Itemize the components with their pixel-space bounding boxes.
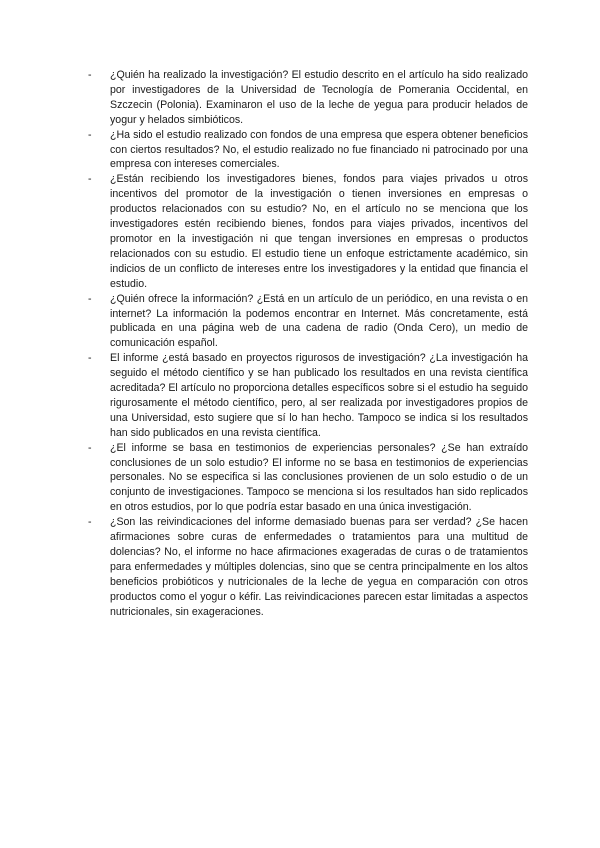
item-text: ¿Quién ha realizado la investigación? El estudio descrito en el artículo ha sido realizado por investigadores de la Universidad de Tecnología de Pomerania Occidental, en Szczecin (Polonia). Examinaron el uso de la leche de yegua para producir helados de yogur y helados simbióticos.	[110, 69, 528, 126]
item-text: El informe ¿está basado en proyectos rigurosos de investigación? ¿La investigación ha seguido el método científico y se han publicado los resultados en una revista científica acreditada? El artículo no proporciona detalles específicos sobre si el estudio ha seguido rigurosamente el método científico, pero, al ser realizada por investigadores propios de una Universidad, esto sugiere que sí lo han hecho. Tampoco se indica si los resultados han sido publicados en una revista científica.	[110, 352, 528, 439]
question-list	[88, 68, 528, 620]
bullet-dash: -	[88, 292, 92, 305]
list-item	[88, 351, 528, 440]
list-item	[88, 515, 528, 619]
item-text: ¿Ha sido el estudio realizado con fondos de una empresa que espera obtener beneficios con ciertos resultados? No, el estudio realizado no fue financiado ni patrocinado por una empresa con intereses comerciales.	[110, 128, 528, 171]
item-text: ¿El informe se basa en testimonios de experiencias personales? ¿Se han extraído conclusiones de un solo estudio? El informe no se basa en testimonios de experiencias personales. No se especifica si las conclusiones provienen de un solo estudio o de un conjunto de investigaciones. Tampoco se menciona si los resultados han sido replicados en otros estudios, por lo que podría estar basado en una única investigación.	[110, 441, 528, 514]
bullet-dash: -	[88, 69, 92, 81]
list-item	[88, 172, 528, 291]
item-text: ¿Son las reivindicaciones del informe demasiado buenas para ser verdad? ¿Se hacen afirmaciones sobre curas de enfermedades o tratamientos para una multitud de dolencias? No, el informe no hace afirmaciones exageradas de curas o de tratamientos para enfermedades y múltiples dolencias, sino que se centra principalmente en los altos beneficios probióticos y nutricionales de la leche de yegua en comparación con otros productos como el yogur o kéfir. Las reivindicaciones parecen estar limitadas a aspectos nutricionales, sin exageraciones.	[110, 516, 528, 618]
list-item	[88, 292, 528, 352]
list-item	[88, 128, 528, 173]
item-text: ¿Están recibiendo los investigadores bienes, fondos para viajes privados u otros incentivos del promotor de la investigación o tienen inversiones en empresas o productos relacionados con su estudio? No, en el artículo no se menciona que los investigadores estén recibiendo bienes, fondos para viajes privados, incentivos del promotor en la investigación ni que tengan inversiones en empresas o productos relacionados con su estudio. El estudio tiene un enfoque estrictamente académico, sin indicios de un conflicto de intereses entre los investigadores y la entidad que financia el estudio.	[110, 173, 528, 290]
bullet-dash: -	[88, 352, 92, 365]
list-item	[88, 441, 528, 516]
bullet-dash: -	[88, 516, 92, 529]
bullet-dash: -	[88, 128, 92, 141]
bullet-dash: -	[88, 173, 92, 186]
list-item	[88, 68, 528, 128]
item-text: ¿Quién ofrece la información? ¿Está en un artículo de un periódico, en una revista o en internet? La información la podemos encontrar en Internet. Más concretamente, está publicada en una página web de una cadena de radio (Onda Cero), un medio de comunicación español.	[110, 292, 528, 350]
bullet-dash: -	[88, 441, 92, 454]
